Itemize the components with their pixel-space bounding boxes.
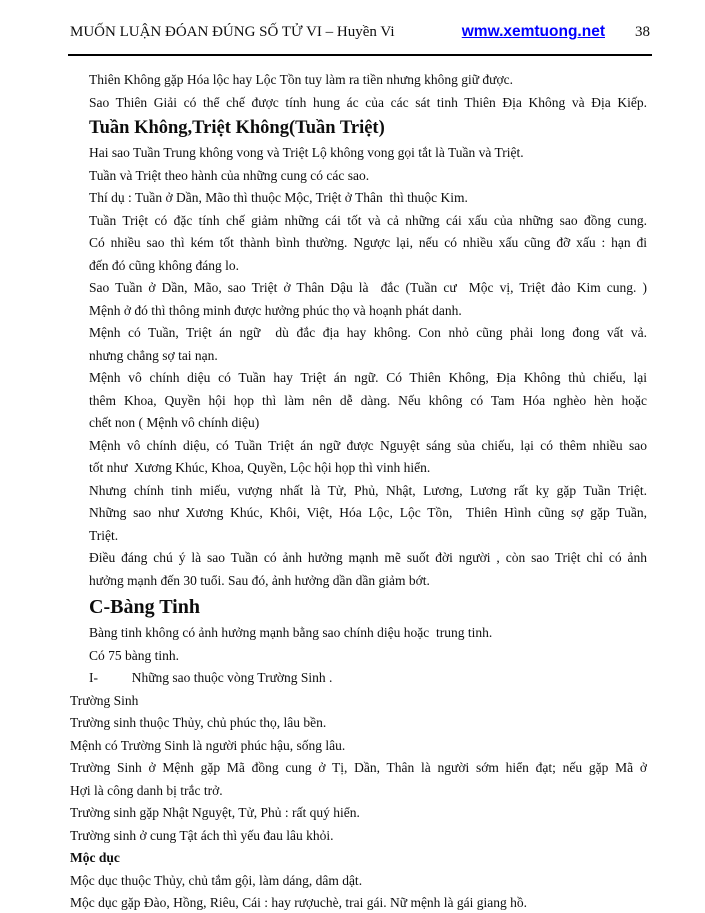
text-line: Điều đáng chú ý là sao Tuần có ảnh hưởng mạnh mẽ suốt đời người , còn sao Triệt chỉ có ảnh: [89, 550, 647, 565]
text-line: nhưng chẳng sợ tai nạn.: [89, 347, 218, 363]
page-header-title: MUỐN LUẬN ĐÓAN ĐÚNG SỐ TỬ VI – Huyền Vi: [70, 24, 395, 40]
text-line: Trường Sinh ở Mệnh gặp Mã đồng cung ở Tị, Dần, Thân là người sớm hiển đạt; nếu gặp Mã ở: [70, 760, 647, 775]
text-line: Bàng tinh không có ảnh hưởng mạnh bằng sao chính diệu hoặc trung tinh.: [89, 625, 493, 640]
text-line: Sao Tuần ở Dần, Mão, sao Triệt ở Thân Dậu là đắc (Tuần cư Mộc vị, Triệt đảo Kim cung. ): [89, 280, 647, 295]
text-line: I- Những sao thuộc vòng Trường Sinh .: [89, 670, 333, 685]
text-line: Có nhiều sao thì kém tốt thành bình thường. Ngược lại, nếu có nhiều xấu cũng đỡ xấu : hạn đi: [89, 235, 647, 250]
text-line: Thí dụ : Tuần ở Dần, Mão thì thuộc Mộc, Triệt ở Thân thì thuộc Kim.: [89, 190, 468, 205]
text-line: Trường sinh ở cung Tật ách thì yếu đau lâu khỏi.: [70, 827, 334, 843]
text-line: Thiên Không gặp Hóa lộc hay Lộc Tồn tuy làm ra tiền nhưng không giữ được.: [89, 72, 514, 87]
text-line: Mệnh ở đó thì thông minh được hưởng phúc thọ và hoạnh phát danh.: [89, 302, 462, 318]
text-line: Nhưng chính tinh miếu, vượng nhất là Tử, Phủ, Nhật, Lương, Lương rất kỵ gặp Tuần Triệt.: [89, 482, 647, 498]
page-number: 38: [635, 24, 650, 40]
text-line: Mộc dục gặp Đào, Hồng, Riêu, Cái : hay rượuchè, trai gái. Nữ mệnh là gái giang hồ.: [70, 895, 528, 910]
website-link[interactable]: wmw.xemtuong.net: [461, 23, 605, 40]
text-line: chết non ( Mệnh vô chính diệu): [89, 415, 260, 430]
text-line: Mệnh có Tuần, Triệt án ngữ dù đắc địa hay không. Con nhỏ cũng phải long đong vất vả.: [89, 325, 647, 340]
text-line: Tuần và Triệt theo hành của những cung có các sao.: [89, 167, 370, 183]
text-line: Trường Sinh: [70, 692, 139, 708]
text-line: hưởng mạnh đến 30 tuổi. Sau đó, ảnh hưởng dần dần giảm bớt.: [89, 572, 430, 588]
document-body: [0, 56, 705, 913]
text-line: Triệt.: [89, 527, 119, 543]
text-line: Trường sinh gặp Nhật Nguyệt, Tử, Phủ : rất quý hiển.: [70, 805, 360, 820]
text-line: đến đó cũng không đáng lo.: [89, 257, 239, 273]
text-line: Hai sao Tuần Trung không vong và Triệt Lộ không vong gọi tắt là Tuần và Triệt.: [89, 145, 524, 160]
text-line: Những sao như Xương Khúc, Khôi, Việt, Hóa Lộc, Lộc Tồn, Thiên Hình cũng sợ gặp Tuần,: [89, 505, 647, 520]
section-heading: Tuần Không,Triệt Không(Tuần Triệt): [89, 118, 385, 138]
text-line: Trường sinh thuộc Thủy, chủ phúc thọ, lâu bền.: [70, 715, 327, 730]
text-line: Tuần Triệt có đặc tính chế giảm những cái tốt và cả những cái xấu của những sao đồng cung.: [89, 212, 647, 228]
text-line: thêm Khoa, Quyền hội họp thì làm nên dễ dàng. Nếu không có Tam Hóa nghèo hèn hoặc: [89, 392, 647, 408]
text-line: Có 75 bàng tinh.: [89, 647, 179, 663]
section-heading: C-Bàng Tinh: [89, 596, 200, 618]
text-line: Mệnh vô chính diệu có Tuần hay Triệt án ngữ. Có Thiên Không, Địa Không thủ chiếu, lại: [89, 370, 647, 385]
text-line: tốt như Xương Khúc, Khoa, Quyền, Lộc hội họp thì vinh hiển.: [89, 460, 431, 475]
subsection-heading: Mộc dục: [70, 850, 120, 865]
text-line: Hợi là công danh bị trắc trở.: [70, 782, 223, 798]
text-line: Mệnh có Trường Sinh là người phúc hậu, sống lâu.: [70, 737, 346, 753]
text-line: Mộc dục thuộc Thủy, chủ tắm gội, làm dáng, dâm dật.: [70, 872, 363, 888]
text-line: Sao Thiên Giải có thể chế được tính hung ác của các sát tinh Thiên Địa Không và Địa Kiếp.: [89, 94, 647, 110]
text-line: Mệnh vô chính diệu, có Tuần Triệt án ngữ được Nguyệt sáng sủa chiếu, lại có thêm nhiều sao: [89, 437, 647, 453]
page-header: [0, 0, 705, 44]
